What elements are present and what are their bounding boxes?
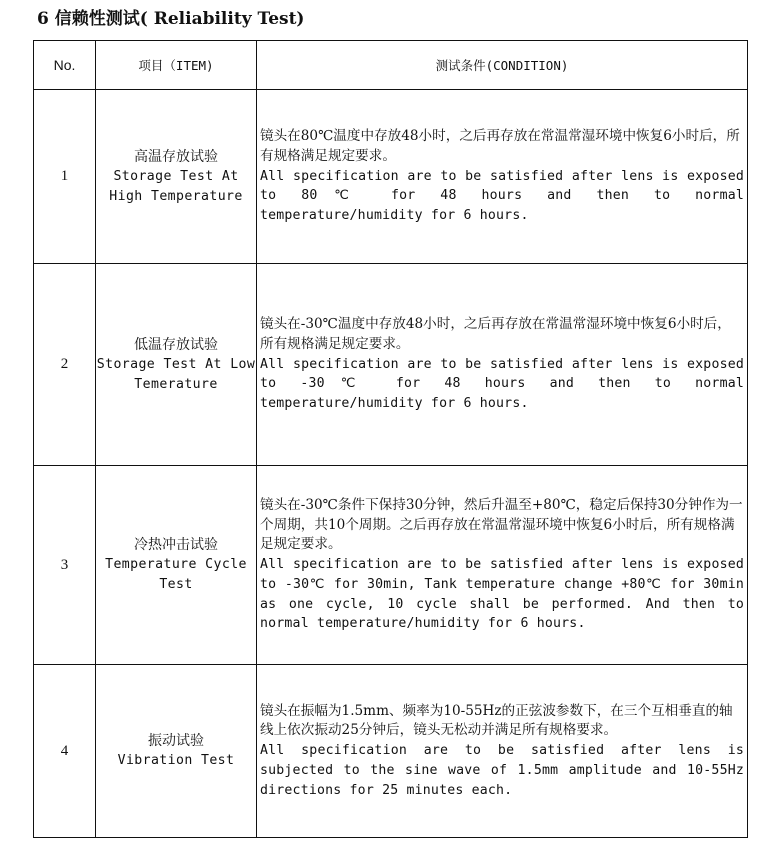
item-cell <box>96 466 257 665</box>
item-cell <box>96 264 257 466</box>
item-cell <box>96 665 257 838</box>
item-name-cn: 振动试验 <box>148 733 204 749</box>
row-number: 2 <box>34 264 96 466</box>
condition-cell <box>257 665 748 838</box>
item-cell <box>96 90 257 264</box>
condition-en: All specification are to be satisfied after lens is subjected to the sine wave of 1.5mm amplitude and 10-55Hz directions for 25 minutes each. <box>260 743 744 798</box>
condition-cn: 镜头在-30℃温度中存放48小时，之后再存放在常温常湿环境中恢复6小时后，所有规格满足规定要求。 <box>260 316 731 352</box>
row-number: 1 <box>34 90 96 264</box>
row-number: 3 <box>34 466 96 665</box>
header-item: 项目（ITEM) <box>96 41 257 90</box>
table-row <box>34 665 748 838</box>
condition-cn: 镜头在80℃温度中存放48小时，之后再存放在常温常湿环境中恢复6小时后，所有规格满足规定要求。 <box>260 128 740 164</box>
table-header-row <box>34 41 748 90</box>
condition-en: All specification are to be satisfied after lens is exposed to -30℃ for 48 hours and then to normal temperature/humidity for 6 hours. <box>260 356 744 412</box>
item-name-en: Storage Test At Low Temerature <box>96 356 256 392</box>
section-title: 6 信赖性测试( Reliability Test) <box>37 9 305 29</box>
condition-en: All specification are to be satisfied after lens is exposed to 80℃ for 48 hours and then to normal temperature/humidity for 6 hours. <box>260 168 744 224</box>
row-number: 4 <box>34 665 96 838</box>
table-row <box>34 90 748 264</box>
item-name-cn: 冷热冲击试验 <box>134 537 218 553</box>
condition-en: All specification are to be satisfied after lens is exposed to -30℃ for 30min, Tank temperature change +80℃ for 30min as one cycle, 10 cycle shall be performed. And then to normal temperature/humidity for 6 hours. <box>260 557 744 632</box>
item-name-en: Storage Test At High Temperature <box>109 168 243 204</box>
condition-cell <box>257 466 748 665</box>
condition-cell <box>257 90 748 264</box>
header-condition: 测试条件(CONDITION) <box>257 41 748 90</box>
table-row <box>34 466 748 665</box>
item-name-en: Temperature Cycle Test <box>105 557 247 592</box>
condition-cell <box>257 264 748 466</box>
header-no: No. <box>34 41 96 90</box>
table-row <box>34 264 748 466</box>
item-name-en: Vibration Test <box>117 753 235 768</box>
item-name-cn: 低温存放试验 <box>134 336 218 353</box>
condition-cn: 镜头在-30℃条件下保持30分钟，然后升温至+80℃，稳定后保持30分钟作为一个周期，共10个周期。之后再存放在常温常湿环境中恢复6小时后，所有规格满足规定要求。 <box>260 497 743 553</box>
reliability-test-table <box>33 40 748 838</box>
item-name-cn: 高温存放试验 <box>134 148 218 165</box>
condition-cn: 镜头在振幅为1.5mm、频率为10-55Hz的正弦波参数下，在三个互相垂直的轴线上依次振动25分钟后，镜头无松动并满足所有规格要求。 <box>260 702 733 739</box>
